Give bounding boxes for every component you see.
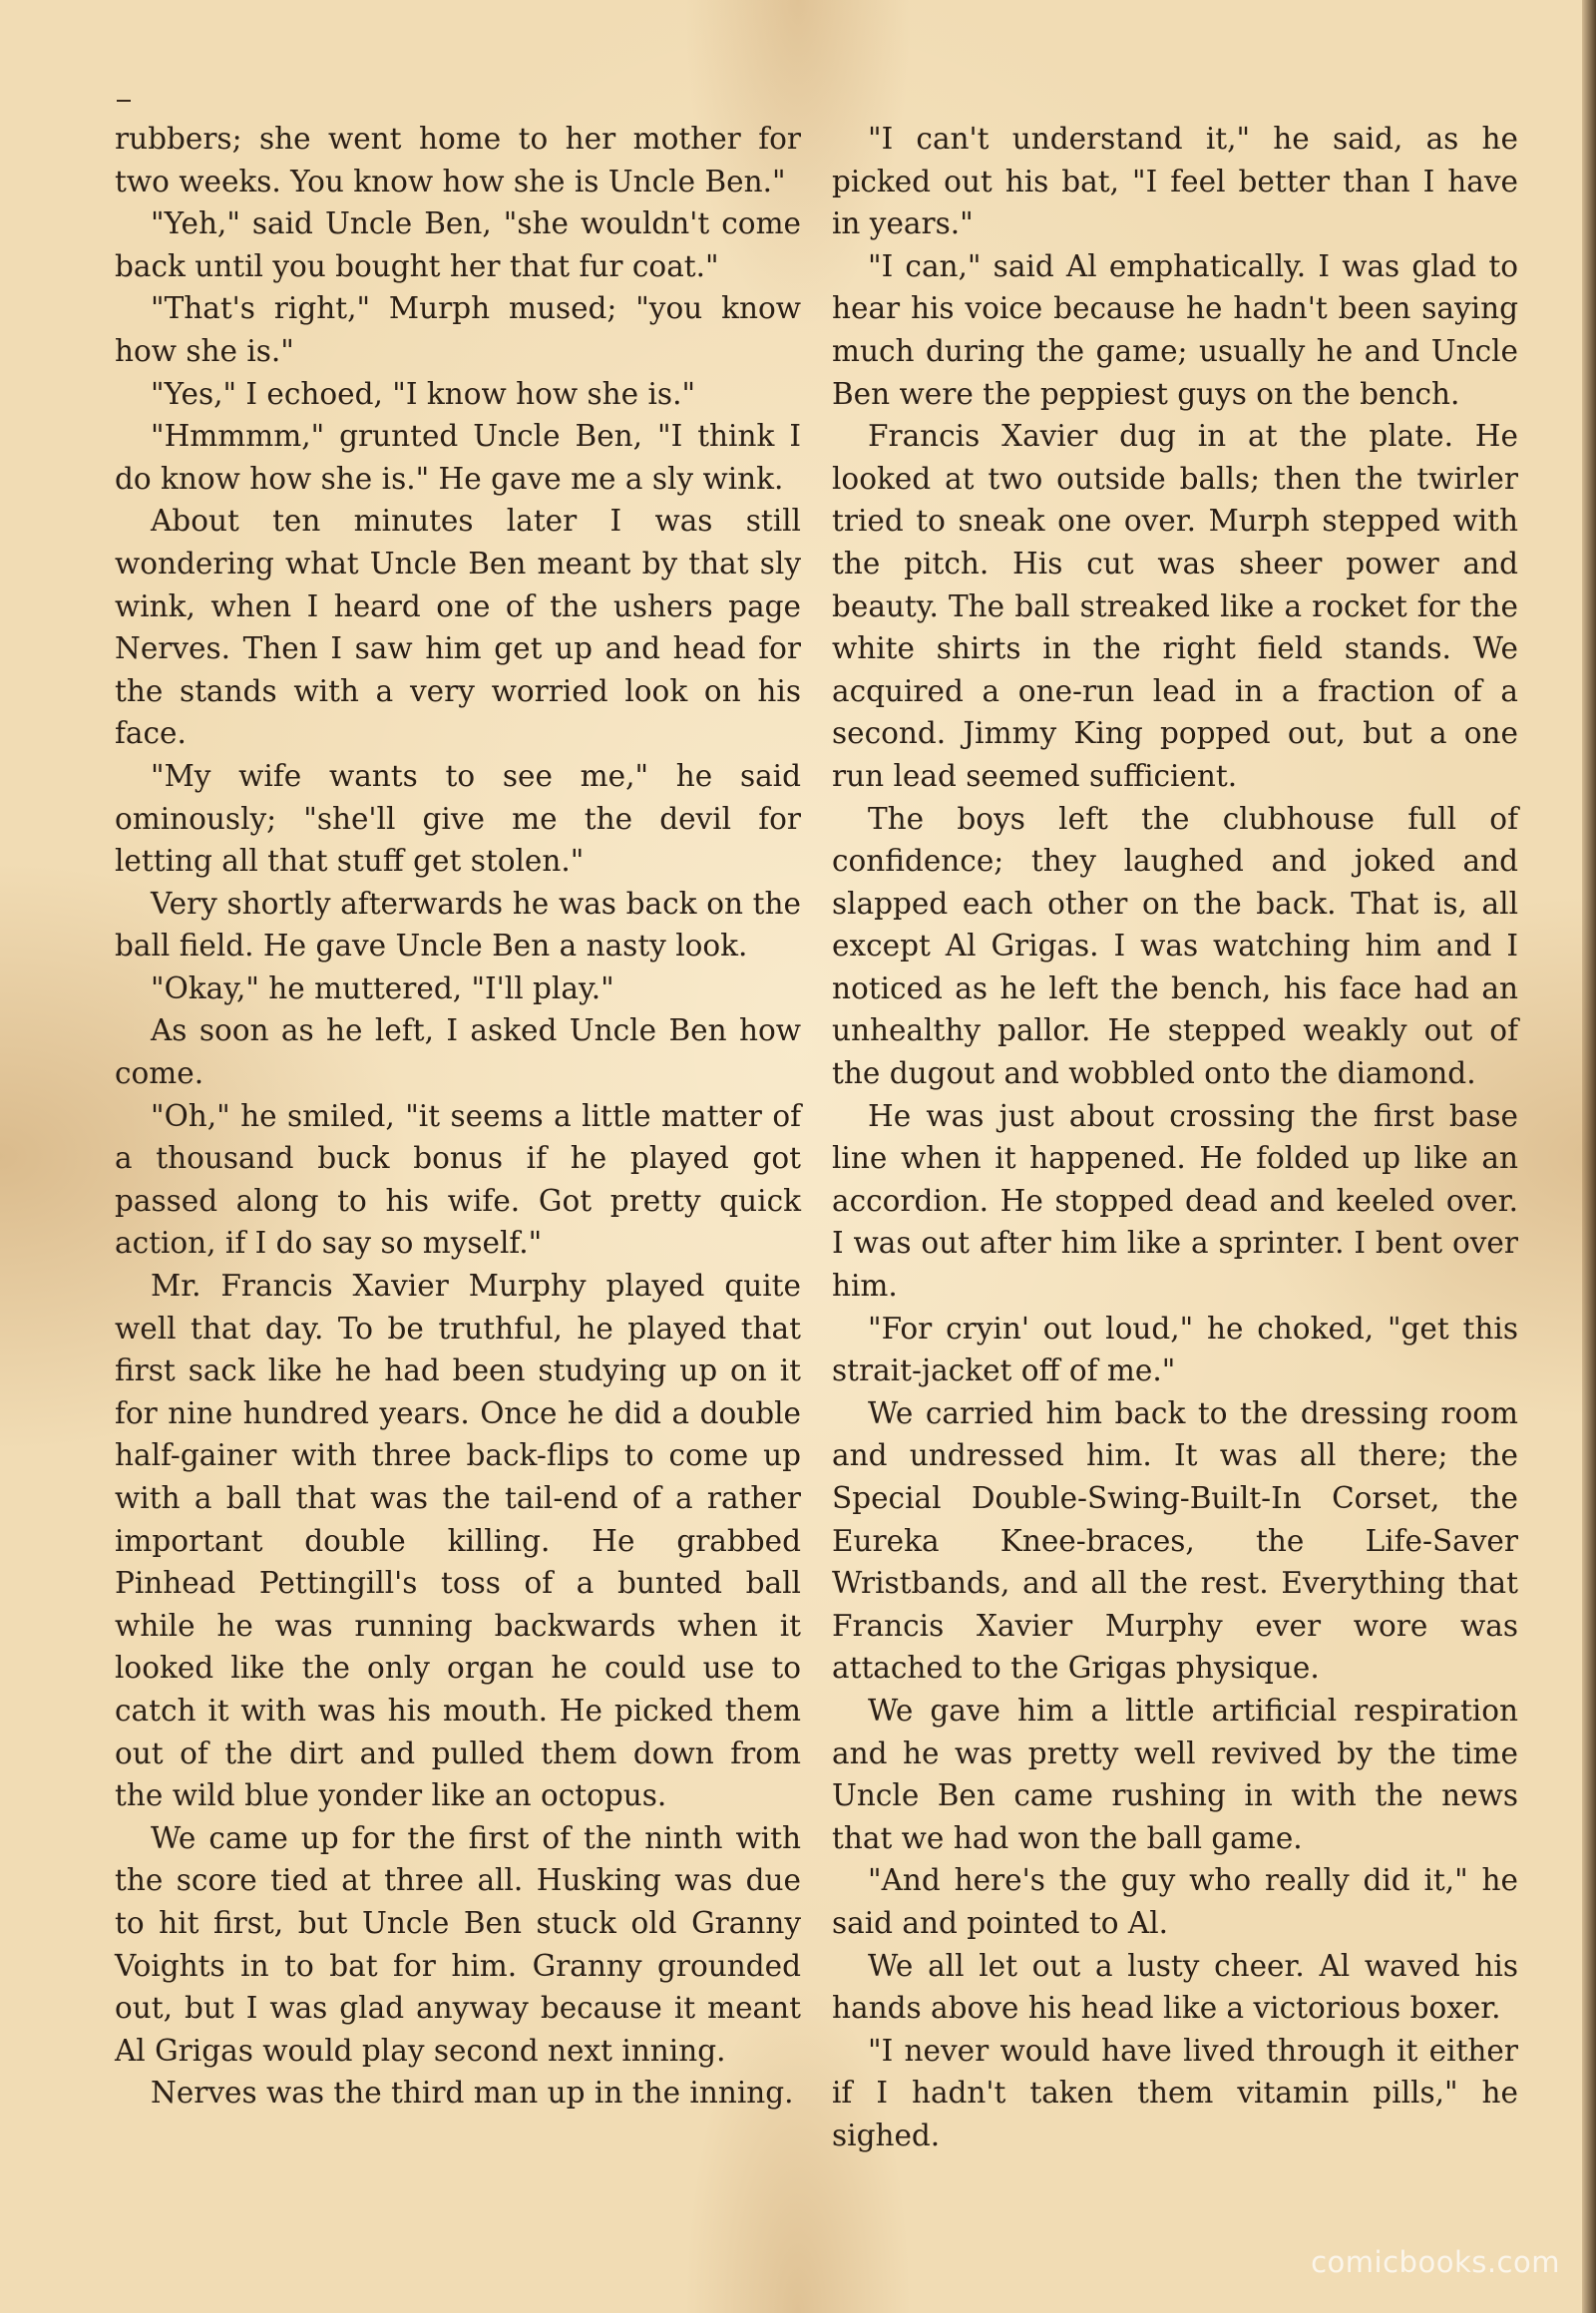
paragraph: About ten minutes later I was still wondering what Uncle Ben meant by that sly wink, when I heard one of the ushers page Nerves. Then I saw him get up and head for the stands with a very worried look on his face.	[115, 504, 801, 751]
paragraph: We gave him a little artificial respiration and he was pretty well revived by the time Uncle Ben came rushing in with the news that we had won the ball game.	[832, 1693, 1518, 1855]
site-watermark: comicbooks.com	[1311, 2245, 1560, 2279]
page-edge-shadow	[1582, 0, 1596, 2313]
paragraph: "I never would have lived through it either if I hadn't taken them vitamin pills," he sighed.	[832, 2033, 1518, 2152]
paragraph: "My wife wants to see me," he said ominously; "she'll give me the devil for letting all that stuff get stolen."	[115, 758, 801, 879]
right-text-column	[832, 118, 1518, 2157]
paragraph: Mr. Francis Xavier Murphy played quite well that day. To be truthful, he played that first sack like he had been studying up on it for nine hundred years. Once he did a double half-gainer with three back-flips to come up with a ball that was the tail-end of a rather important double killing. He grabbed Pinhead Pettingill's toss of a bunted ball while he was running backwards when it looked like the only organ he could use to catch it with was his mouth. He picked them out of the dirt and pulled them down from the wild blue yonder like an octopus.	[115, 1269, 801, 1813]
paragraph: Nerves was the third man up in the inning.	[151, 2076, 794, 2111]
paragraph: We came up for the first of the ninth with the score tied at three all. Husking was due to hit first, but Uncle Ben stuck old Granny Voights in to bat for him. Granny grounded out, but I was glad anyway because it meant Al Grigas would play second next inning.	[115, 1820, 801, 2068]
paragraph: "Okay," he muttered, "I'll play."	[151, 970, 614, 1005]
paragraph: "Yeh," said Uncle Ben, "she wouldn't come back until you bought her that fur coat."	[115, 206, 801, 283]
paragraph: We carried him back to the dressing room and undressed him. It was all there; the Special Double-Swing-Built-In Corset, the Eureka Knee-braces, the Life-Saver Wristbands, and all the rest. Everything that Francis Xavier Murphy ever wore was attached to the Grigas physique.	[832, 1395, 1518, 1686]
paragraph: "And here's the guy who really did it," he said and pointed to Al.	[832, 1863, 1518, 1940]
left-text-column	[115, 118, 801, 2115]
paragraph: The boys left the clubhouse full of confidence; they laughed and joked and slapped each other on the back. That is, all except Al Grigas. I was watching him and I noticed as he left the bench, his face had an unhealthy pallor. He stepped weakly out of the dugout and wobbled onto the diamond.	[832, 801, 1518, 1091]
top-dash-mark	[117, 100, 131, 102]
paragraph: Very shortly afterwards he was back on the ball field. He gave Uncle Ben a nasty look.	[115, 886, 801, 964]
paragraph: "Yes," I echoed, "I know how she is."	[151, 376, 696, 411]
paragraph: As soon as he left, I asked Uncle Ben how come.	[115, 1013, 801, 1091]
paragraph: Francis Xavier dug in at the plate. He looked at two outside balls; then the twirler tried to sneak one over. Murph stepped with the pitch. His cut was sheer power and beauty. The ball streaked like a rocket for the white shirts in the right field stands. We acquired a one-run lead in a fraction of a second. Jimmy King popped out, but a one run lead seemed sufficient.	[832, 419, 1518, 793]
paragraph: "For cryin' out loud," he choked, "get this strait-jacket off of me."	[832, 1311, 1518, 1388]
paragraph: rubbers; she went home to her mother for two weeks. You know how she is Uncle Ben."	[115, 122, 801, 198]
paragraph: He was just about crossing the first base line when it happened. He folded up like an accordion. He stopped dead and keeled over. I was out after him like a sprinter. I bent over him.	[832, 1098, 1518, 1304]
paragraph: "That's right," Murph mused; "you know how she is."	[115, 291, 801, 368]
paragraph: "I can't understand it," he said, as he picked out his bat, "I feel better than I have in years."	[832, 122, 1518, 241]
paragraph: "I can," said Al emphatically. I was glad to hear his voice because he hadn't been saying much during the game; usually he and Uncle Ben were the peppiest guys on the bench.	[832, 248, 1518, 411]
paragraph: "Oh," he smiled, "it seems a little matter of a thousand buck bonus if he played got passed along to his wife. Got pretty quick action, if I do say so myself."	[115, 1098, 801, 1261]
paragraph: We all let out a lusty cheer. Al waved his hands above his head like a victorious boxer.	[832, 1948, 1518, 2026]
paragraph: "Hmmmm," grunted Uncle Ben, "I think I do know how she is." He gave me a sly wink.	[115, 419, 801, 496]
